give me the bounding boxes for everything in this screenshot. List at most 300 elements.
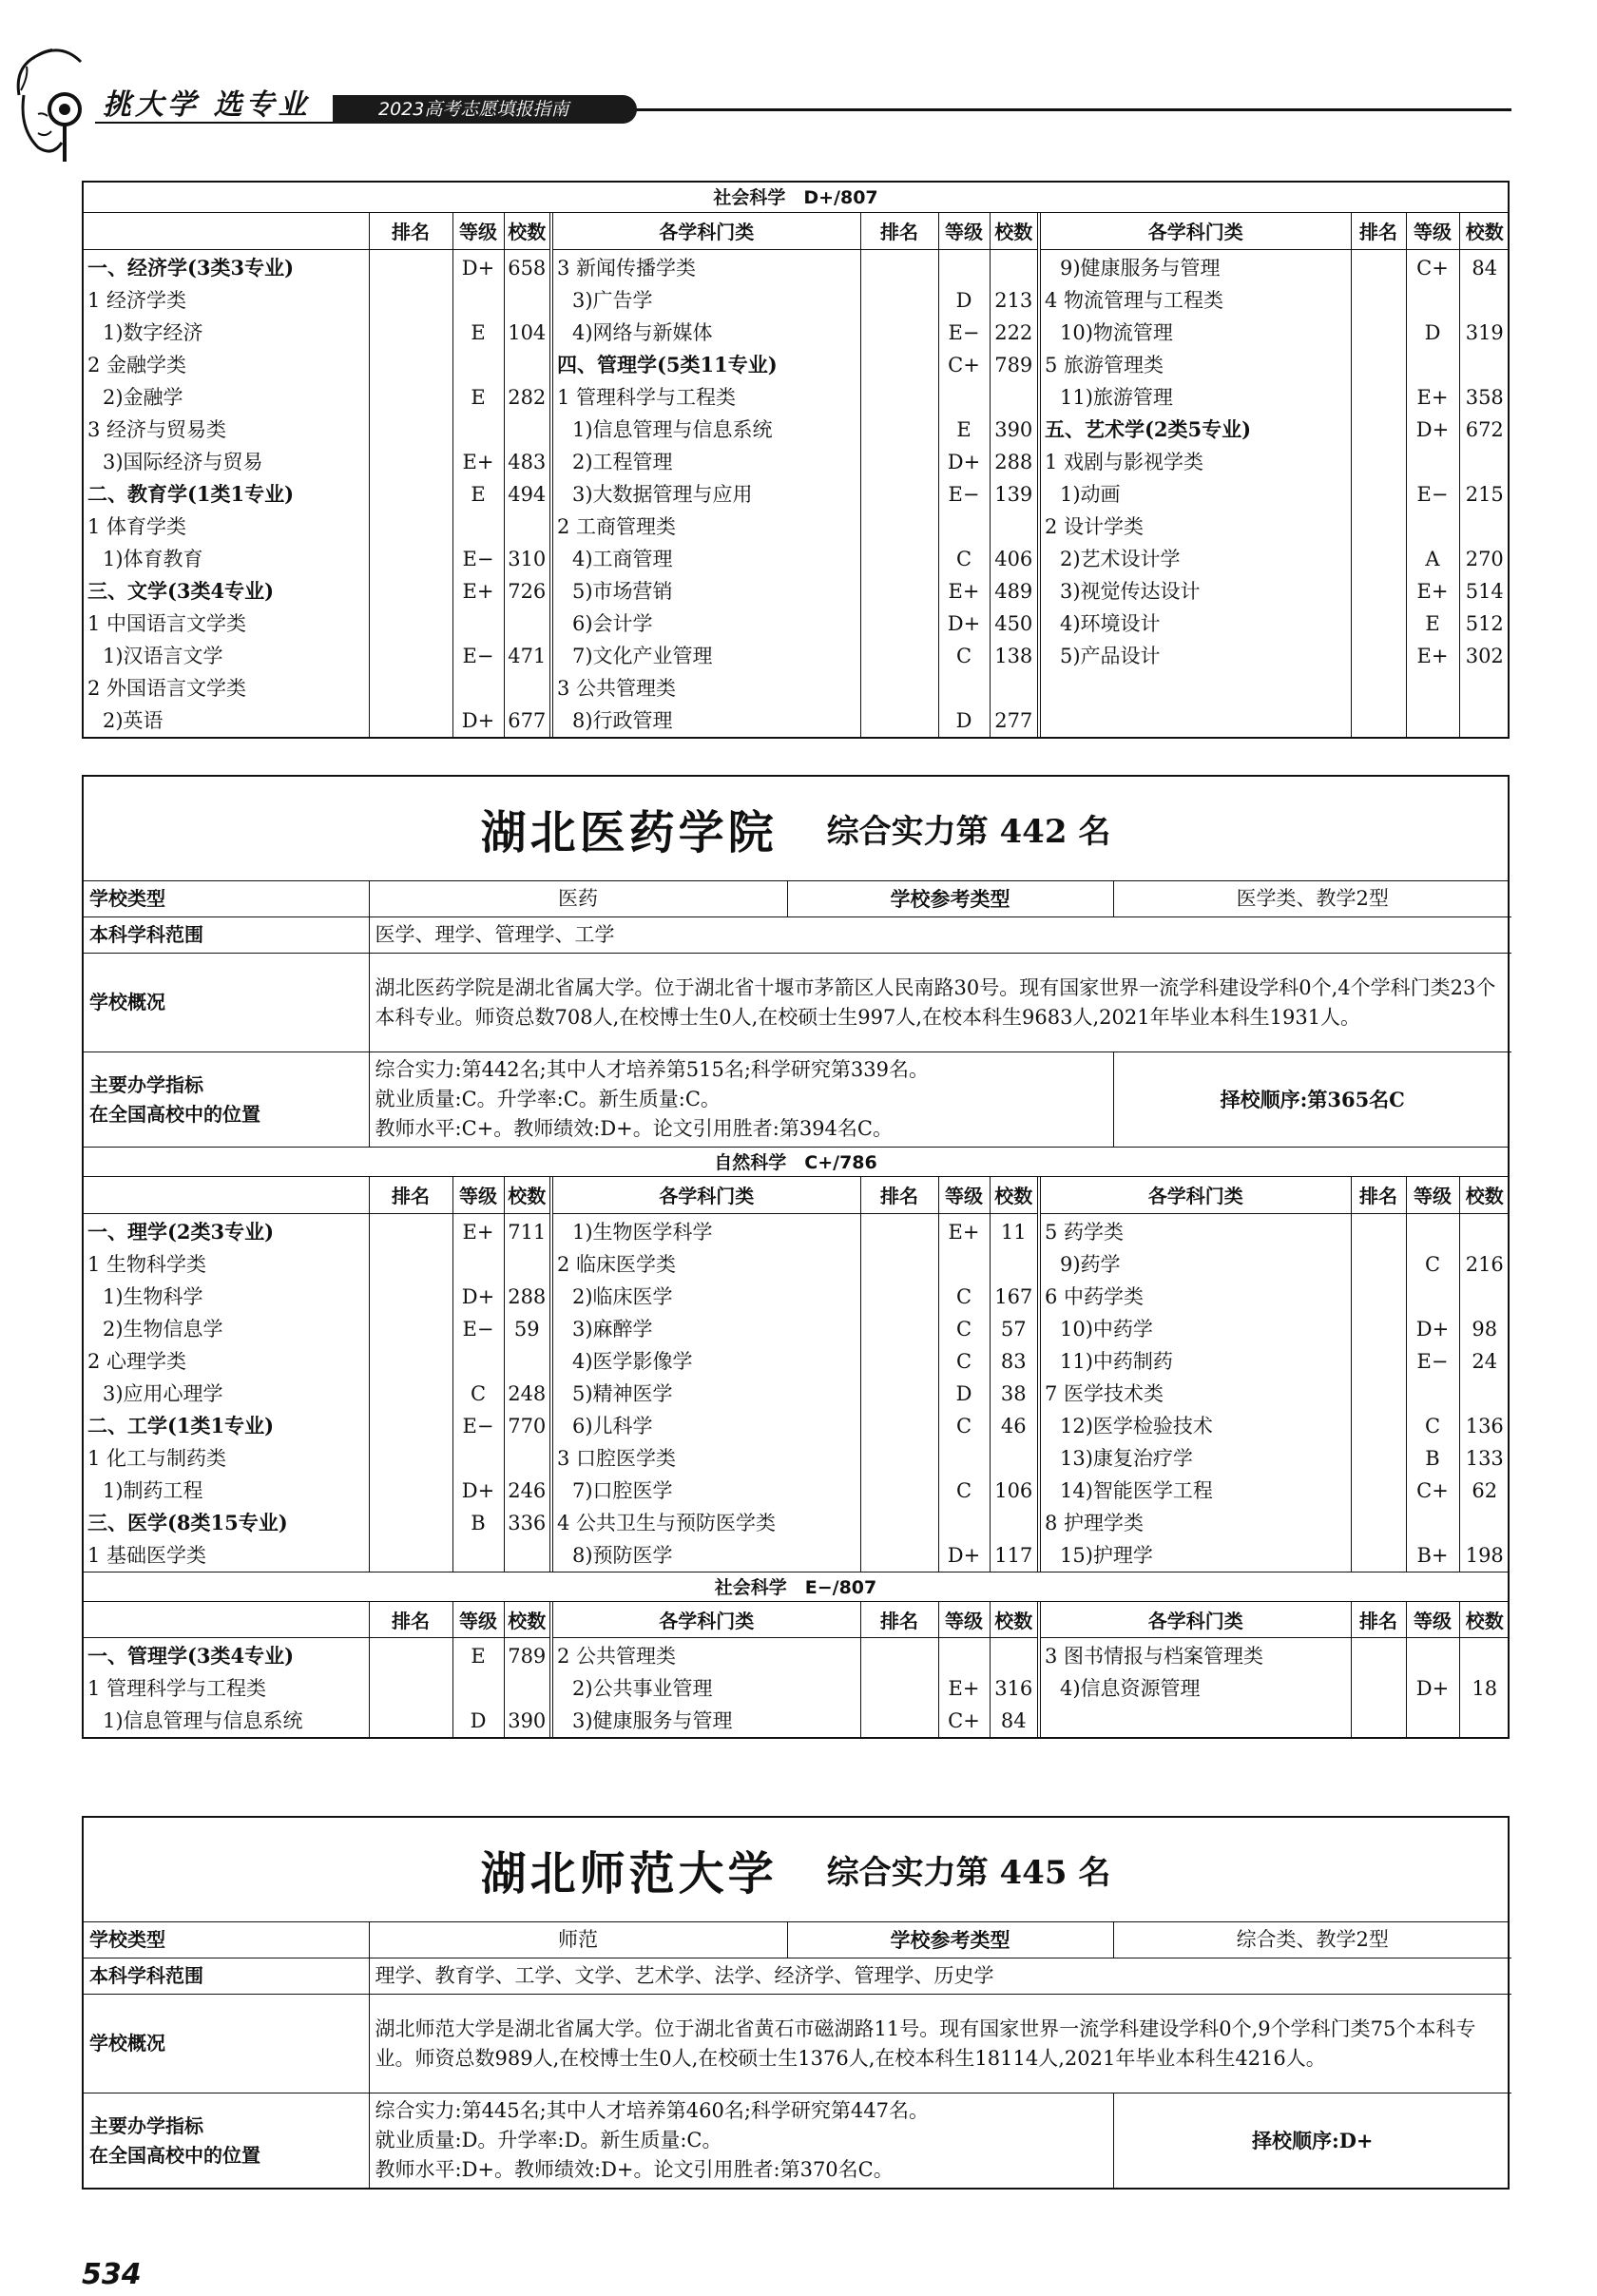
discipline-grade: E — [1406, 608, 1459, 640]
discipline-count — [504, 1442, 551, 1475]
discipline-count: 483 — [504, 446, 551, 478]
discipline-grade — [1406, 349, 1459, 381]
discipline-count — [1459, 284, 1510, 317]
discipline-count: 84 — [1459, 249, 1510, 284]
discipline-count: 104 — [504, 317, 551, 349]
discipline-count: 248 — [504, 1378, 551, 1410]
discipline-grade — [452, 511, 504, 543]
discipline-grade — [1406, 1378, 1459, 1410]
mascot-magnifier-icon — [10, 38, 95, 190]
discipline-name: 5)精神医学 — [551, 1378, 860, 1410]
discipline-grade: D+ — [938, 1539, 990, 1572]
label-indicators-line2: 在全国高校中的位置 — [89, 2143, 260, 2167]
discipline-count — [1459, 1705, 1510, 1737]
table-row — [84, 575, 1510, 608]
discipline-rank — [1351, 414, 1406, 446]
discipline-count — [504, 1248, 551, 1281]
discipline-grade — [452, 414, 504, 446]
table-row — [84, 349, 1510, 381]
discipline-rank — [860, 1638, 938, 1673]
school-info-table — [84, 881, 1511, 1147]
discipline-name: 2)工程管理 — [551, 446, 860, 478]
discipline-count — [1459, 1281, 1510, 1313]
discipline-grade: E — [452, 478, 504, 511]
discipline-rank — [1351, 446, 1406, 478]
discipline-count: 138 — [990, 640, 1039, 672]
discipline-rank — [1351, 1539, 1406, 1572]
discipline-rank — [860, 249, 938, 284]
discipline-name: 5 药学类 — [1039, 1213, 1351, 1248]
discipline-name: 二、教育学(1类1专业) — [84, 478, 369, 511]
discipline-name: 10)物流管理 — [1039, 317, 1351, 349]
table-row — [84, 704, 1510, 737]
col-header-rank: 排名 — [1351, 1177, 1406, 1213]
discipline-name: 2 设计学类 — [1039, 511, 1351, 543]
discipline-grade — [1406, 446, 1459, 478]
discipline-count: 222 — [990, 317, 1039, 349]
col-header-count: 校数 — [1459, 213, 1510, 249]
discipline-rank — [1351, 1672, 1406, 1705]
school-rank: 综合实力第 445 名 — [826, 1854, 1111, 1892]
discipline-rank — [369, 414, 452, 446]
table-row — [84, 1507, 1510, 1539]
discipline-rank — [1351, 1345, 1406, 1378]
discipline-count — [504, 1345, 551, 1378]
col-header-grade: 等级 — [938, 213, 990, 249]
col-header-rank: 排名 — [369, 1177, 452, 1213]
discipline-name: 2)临床医学 — [551, 1281, 860, 1313]
discipline-name: 3)视觉传达设计 — [1039, 575, 1351, 608]
discipline-name: 1 基础医学类 — [84, 1539, 369, 1572]
discipline-grade: E+ — [938, 575, 990, 608]
discipline-count — [990, 1638, 1039, 1673]
value-indicators — [369, 1052, 1113, 1148]
discipline-rank — [369, 478, 452, 511]
col-header-disc — [84, 213, 369, 249]
discipline-name: 7)文化产业管理 — [551, 640, 860, 672]
discipline-count: 24 — [1459, 1345, 1510, 1378]
table-row — [84, 381, 1510, 414]
discipline-count — [504, 672, 551, 704]
discipline-rank — [1351, 1378, 1406, 1410]
discipline-rank — [369, 381, 452, 414]
discipline-name: 1 经济学类 — [84, 284, 369, 317]
discipline-grade: B — [452, 1507, 504, 1539]
discipline-count — [1459, 1213, 1510, 1248]
discipline-rank — [369, 640, 452, 672]
col-header-grade: 等级 — [1406, 1602, 1459, 1638]
discipline-rank — [1351, 317, 1406, 349]
discipline-count — [1459, 446, 1510, 478]
discipline-rank — [369, 1345, 452, 1378]
discipline-count: 494 — [504, 478, 551, 511]
discipline-count — [1459, 1378, 1510, 1410]
discipline-name: 三、医学(8类15专业) — [84, 1507, 369, 1539]
discipline-name: 3 新闻传播学类 — [551, 249, 860, 284]
discipline-count: 336 — [504, 1507, 551, 1539]
discipline-count: 390 — [504, 1705, 551, 1737]
indicator-line: 教师水平:C+。教师绩效:D+。论文引用胜者:第394名C。 — [375, 1117, 893, 1140]
col-header-disc: 各学科门类 — [551, 1177, 860, 1213]
discipline-count — [990, 1507, 1039, 1539]
discipline-rank — [860, 1248, 938, 1281]
discipline-rank — [369, 1705, 452, 1737]
header-banner: 2023高考志愿填报指南 — [333, 95, 637, 124]
table-row — [84, 511, 1510, 543]
discipline-grade: E− — [452, 640, 504, 672]
discipline-count: 11 — [990, 1213, 1039, 1248]
discipline-count: 84 — [990, 1705, 1039, 1737]
discipline-name: 4 物流管理与工程类 — [1039, 284, 1351, 317]
table-body — [84, 1638, 1510, 1738]
discipline-name: 1)信息管理与信息系统 — [551, 414, 860, 446]
table-row — [84, 284, 1510, 317]
discipline-name: 2)英语 — [84, 704, 369, 737]
discipline-count: 139 — [990, 478, 1039, 511]
discipline-grade — [452, 672, 504, 704]
social-science-table-1 — [82, 181, 1510, 739]
table-row — [84, 640, 1510, 672]
discipline-grade: D — [938, 284, 990, 317]
discipline-rank — [1351, 249, 1406, 284]
table-row — [84, 1248, 1510, 1281]
discipline-grade: E+ — [938, 1213, 990, 1248]
discipline-grade: E — [452, 1638, 504, 1673]
discipline-name: 7)口腔医学 — [551, 1475, 860, 1507]
value-scope: 理学、教育学、工学、文学、艺术学、法学、经济学、管理学、历史学 — [369, 1958, 1511, 1995]
discipline-rank — [369, 1281, 452, 1313]
discipline-table-social — [84, 1602, 1510, 1738]
discipline-rank — [369, 349, 452, 381]
discipline-count: 282 — [504, 381, 551, 414]
discipline-count: 450 — [990, 608, 1039, 640]
discipline-name: 15)护理学 — [1039, 1539, 1351, 1572]
table-row — [84, 1345, 1510, 1378]
discipline-rank — [1351, 1213, 1406, 1248]
discipline-grade: D+ — [452, 1475, 504, 1507]
col-header-grade: 等级 — [452, 1177, 504, 1213]
table-row — [84, 446, 1510, 478]
discipline-rank — [369, 608, 452, 640]
discipline-grade: E+ — [938, 1672, 990, 1705]
col-header-grade: 等级 — [938, 1177, 990, 1213]
discipline-grade: B+ — [1406, 1539, 1459, 1572]
discipline-rank — [860, 704, 938, 737]
col-header-count: 校数 — [990, 213, 1039, 249]
discipline-rank — [860, 1539, 938, 1572]
discipline-grade: D — [938, 704, 990, 737]
discipline-count: 59 — [504, 1313, 551, 1345]
discipline-grade: D — [938, 1378, 990, 1410]
col-header-rank: 排名 — [1351, 213, 1406, 249]
discipline-grade: D — [1406, 317, 1459, 349]
discipline-rank — [1351, 704, 1406, 737]
school-name: 湖北医药学院 — [480, 806, 778, 859]
discipline-grade: E− — [938, 478, 990, 511]
discipline-rank — [860, 446, 938, 478]
discipline-grade — [1406, 704, 1459, 737]
col-header-grade: 等级 — [1406, 213, 1459, 249]
col-header-count: 校数 — [990, 1177, 1039, 1213]
discipline-count: 471 — [504, 640, 551, 672]
col-header-count: 校数 — [990, 1602, 1039, 1638]
discipline-name: 2)艺术设计学 — [1039, 543, 1351, 575]
discipline-name: 4)环境设计 — [1039, 608, 1351, 640]
discipline-name: 1 生物科学类 — [84, 1248, 369, 1281]
page-header — [0, 29, 1597, 190]
discipline-name: 8 护理学类 — [1039, 1507, 1351, 1539]
discipline-grade: E+ — [1406, 575, 1459, 608]
discipline-count — [1459, 704, 1510, 737]
discipline-count: 270 — [1459, 543, 1510, 575]
discipline-grade: C+ — [938, 1705, 990, 1737]
discipline-count: 789 — [504, 1638, 551, 1673]
school-card-hubei-medical — [82, 775, 1510, 1739]
col-header-disc: 各学科门类 — [1039, 1177, 1351, 1213]
discipline-rank — [1351, 1475, 1406, 1507]
discipline-name — [1039, 1705, 1351, 1737]
discipline-rank — [1351, 1705, 1406, 1737]
label-scope: 本科学科范围 — [84, 917, 369, 954]
discipline-name: 一、理学(2类3专业) — [84, 1213, 369, 1248]
discipline-count: 98 — [1459, 1313, 1510, 1345]
table-row — [84, 1539, 1510, 1572]
discipline-count: 216 — [1459, 1248, 1510, 1281]
discipline-rank — [369, 249, 452, 284]
col-header-count: 校数 — [504, 1177, 551, 1213]
table-row — [84, 414, 1510, 446]
col-header-rank: 排名 — [369, 1602, 452, 1638]
label-indicators-line2: 在全国高校中的位置 — [89, 1102, 260, 1126]
table-row — [84, 543, 1510, 575]
discipline-name: 7 医学技术类 — [1039, 1378, 1351, 1410]
value-school-order: 择校顺序:第365名C — [1113, 1052, 1511, 1148]
discipline-name: 11)旅游管理 — [1039, 381, 1351, 414]
discipline-rank — [860, 1313, 938, 1345]
discipline-count: 167 — [990, 1281, 1039, 1313]
discipline-count: 106 — [990, 1475, 1039, 1507]
label-ref-type: 学校参考类型 — [787, 1922, 1113, 1958]
col-header-rank: 排名 — [860, 1602, 938, 1638]
value-type: 师范 — [369, 1922, 787, 1958]
discipline-grade — [938, 381, 990, 414]
discipline-grade — [938, 249, 990, 284]
discipline-grade: D+ — [452, 1281, 504, 1313]
discipline-name: 1)体育教育 — [84, 543, 369, 575]
discipline-count: 302 — [1459, 640, 1510, 672]
discipline-name: 3 口腔医学类 — [551, 1442, 860, 1475]
discipline-name: 五、艺术学(2类5专业) — [1039, 414, 1351, 446]
discipline-name: 3)国际经济与贸易 — [84, 446, 369, 478]
category-title: 社会科学 D+/807 — [84, 183, 1508, 213]
discipline-count — [990, 249, 1039, 284]
discipline-rank — [860, 414, 938, 446]
discipline-count: 514 — [1459, 575, 1510, 608]
discipline-count — [1459, 1638, 1510, 1673]
label-indicators-line1: 主要办学指标 — [89, 1072, 203, 1096]
discipline-rank — [860, 1475, 938, 1507]
discipline-grade: D+ — [1406, 1672, 1459, 1705]
value-ref-type: 医学类、教学2型 — [1113, 881, 1511, 917]
discipline-grade: C — [452, 1378, 504, 1410]
discipline-name: 1)生物医学科学 — [551, 1213, 860, 1248]
discipline-name: 4)网络与新媒体 — [551, 317, 860, 349]
discipline-count: 390 — [990, 414, 1039, 446]
discipline-grade: A — [1406, 543, 1459, 575]
discipline-rank — [369, 1638, 452, 1673]
discipline-rank — [1351, 284, 1406, 317]
discipline-rank — [1351, 1313, 1406, 1345]
discipline-name: 8)行政管理 — [551, 704, 860, 737]
discipline-rank — [860, 317, 938, 349]
discipline-count — [990, 1248, 1039, 1281]
discipline-rank — [860, 1442, 938, 1475]
discipline-grade: C — [938, 1313, 990, 1345]
discipline-count: 246 — [504, 1475, 551, 1507]
indicator-line: 就业质量:C。升学率:C。新生质量:C。 — [375, 1088, 721, 1110]
discipline-name: 6)会计学 — [551, 608, 860, 640]
discipline-rank — [369, 1213, 452, 1248]
discipline-name: 3 经济与贸易类 — [84, 414, 369, 446]
discipline-count: 406 — [990, 543, 1039, 575]
discipline-rank — [369, 1672, 452, 1705]
discipline-grade — [1406, 672, 1459, 704]
discipline-name: 3 图书情报与档案管理类 — [1039, 1638, 1351, 1673]
header-rule-left — [95, 122, 333, 124]
discipline-count — [504, 1672, 551, 1705]
col-header-count: 校数 — [1459, 1602, 1510, 1638]
school-title-bar — [84, 777, 1508, 881]
label-indicators — [84, 2093, 369, 2189]
indicator-line: 综合实力:第442名;其中人才培养第515名;科学研究第339名。 — [375, 1058, 929, 1081]
discipline-rank — [1351, 511, 1406, 543]
col-header-grade: 等级 — [938, 1602, 990, 1638]
category-title-natural: 自然科学 C+/786 — [84, 1147, 1508, 1177]
discipline-name: 9)健康服务与管理 — [1039, 249, 1351, 284]
discipline-rank — [369, 1539, 452, 1572]
discipline-table — [84, 213, 1510, 737]
label-scope: 本科学科范围 — [84, 1958, 369, 1995]
discipline-count: 310 — [504, 543, 551, 575]
discipline-name: 3)健康服务与管理 — [551, 1705, 860, 1737]
label-overview: 学校概况 — [84, 1995, 369, 2093]
school-rank: 综合实力第 442 名 — [826, 813, 1111, 851]
table-row — [84, 1281, 1510, 1313]
discipline-rank — [369, 1248, 452, 1281]
discipline-grade: E+ — [1406, 640, 1459, 672]
discipline-count: 62 — [1459, 1475, 1510, 1507]
discipline-count: 46 — [990, 1410, 1039, 1442]
discipline-rank — [860, 1213, 938, 1248]
discipline-name: 9)药学 — [1039, 1248, 1351, 1281]
discipline-count: 277 — [990, 704, 1039, 737]
discipline-rank — [860, 1345, 938, 1378]
discipline-name: 2 工商管理类 — [551, 511, 860, 543]
table-row — [84, 1475, 1510, 1507]
discipline-rank — [860, 381, 938, 414]
discipline-rank — [369, 1378, 452, 1410]
col-header-count: 校数 — [504, 213, 551, 249]
discipline-name: 2)公共事业管理 — [551, 1672, 860, 1705]
discipline-count — [504, 608, 551, 640]
discipline-grade: D+ — [452, 704, 504, 737]
discipline-rank — [860, 608, 938, 640]
discipline-name: 2 公共管理类 — [551, 1638, 860, 1673]
discipline-grade: D+ — [1406, 1313, 1459, 1345]
discipline-rank — [860, 284, 938, 317]
discipline-grade — [452, 1442, 504, 1475]
col-header-disc: 各学科门类 — [551, 1602, 860, 1638]
discipline-name: 1 管理科学与工程类 — [84, 1672, 369, 1705]
discipline-count: 711 — [504, 1213, 551, 1248]
discipline-grade: E+ — [452, 446, 504, 478]
header-brand: 挑大学 选专业 — [103, 88, 311, 122]
discipline-grade — [1406, 1281, 1459, 1313]
discipline-rank — [1351, 478, 1406, 511]
discipline-name: 6)儿科学 — [551, 1410, 860, 1442]
discipline-name: 5)产品设计 — [1039, 640, 1351, 672]
discipline-grade: C — [938, 1475, 990, 1507]
discipline-grade: C — [1406, 1410, 1459, 1442]
discipline-grade: E+ — [1406, 381, 1459, 414]
discipline-name: 5)市场营销 — [551, 575, 860, 608]
discipline-name: 2)金融学 — [84, 381, 369, 414]
discipline-name: 4)信息资源管理 — [1039, 1672, 1351, 1705]
value-overview: 湖北医药学院是湖北省属大学。位于湖北省十堰市茅箭区人民南路30号。现有国家世界一流学科建设学科0个,4个学科门类23个本科专业。师资总数708人,在校博士生0人,在校硕士生997人,在校本科生9683人,2021年毕业本科生1931人。 — [369, 954, 1511, 1052]
discipline-rank — [369, 511, 452, 543]
category-title-social: 社会科学 E−/807 — [84, 1572, 1508, 1602]
discipline-grade: E− — [1406, 1345, 1459, 1378]
discipline-name: 3)应用心理学 — [84, 1378, 369, 1410]
discipline-rank — [860, 511, 938, 543]
discipline-name — [1039, 704, 1351, 737]
discipline-rank — [860, 672, 938, 704]
discipline-name: 3)广告学 — [551, 284, 860, 317]
discipline-rank — [1351, 608, 1406, 640]
label-type: 学校类型 — [84, 1922, 369, 1958]
col-header-rank: 排名 — [369, 213, 452, 249]
school-name: 湖北师范大学 — [480, 1847, 778, 1900]
discipline-rank — [369, 575, 452, 608]
discipline-rank — [860, 1507, 938, 1539]
discipline-grade — [938, 1638, 990, 1673]
col-header-grade: 等级 — [1406, 1177, 1459, 1213]
table-row — [84, 672, 1510, 704]
discipline-table-natural — [84, 1177, 1510, 1572]
discipline-name: 10)中药学 — [1039, 1313, 1351, 1345]
discipline-count — [1459, 1507, 1510, 1539]
discipline-name: 14)智能医学工程 — [1039, 1475, 1351, 1507]
discipline-count — [990, 381, 1039, 414]
discipline-grade — [1406, 284, 1459, 317]
discipline-name: 1)生物科学 — [84, 1281, 369, 1313]
discipline-grade: E− — [1406, 478, 1459, 511]
discipline-name: 5 旅游管理类 — [1039, 349, 1351, 381]
discipline-rank — [860, 640, 938, 672]
discipline-count: 672 — [1459, 414, 1510, 446]
indicator-line: 就业质量:D。升学率:D。新生质量:C。 — [375, 2129, 722, 2151]
discipline-rank — [369, 446, 452, 478]
discipline-rank — [1351, 1248, 1406, 1281]
discipline-grade — [938, 1248, 990, 1281]
discipline-count: 133 — [1459, 1442, 1510, 1475]
discipline-grade — [938, 1507, 990, 1539]
discipline-rank — [1351, 672, 1406, 704]
indicator-line: 综合实力:第445名;其中人才培养第460名;科学研究第447名。 — [375, 2099, 929, 2122]
indicator-line: 教师水平:D+。教师绩效:D+。论文引用胜者:第370名C。 — [375, 2158, 894, 2181]
discipline-rank — [1351, 1281, 1406, 1313]
discipline-rank — [860, 543, 938, 575]
